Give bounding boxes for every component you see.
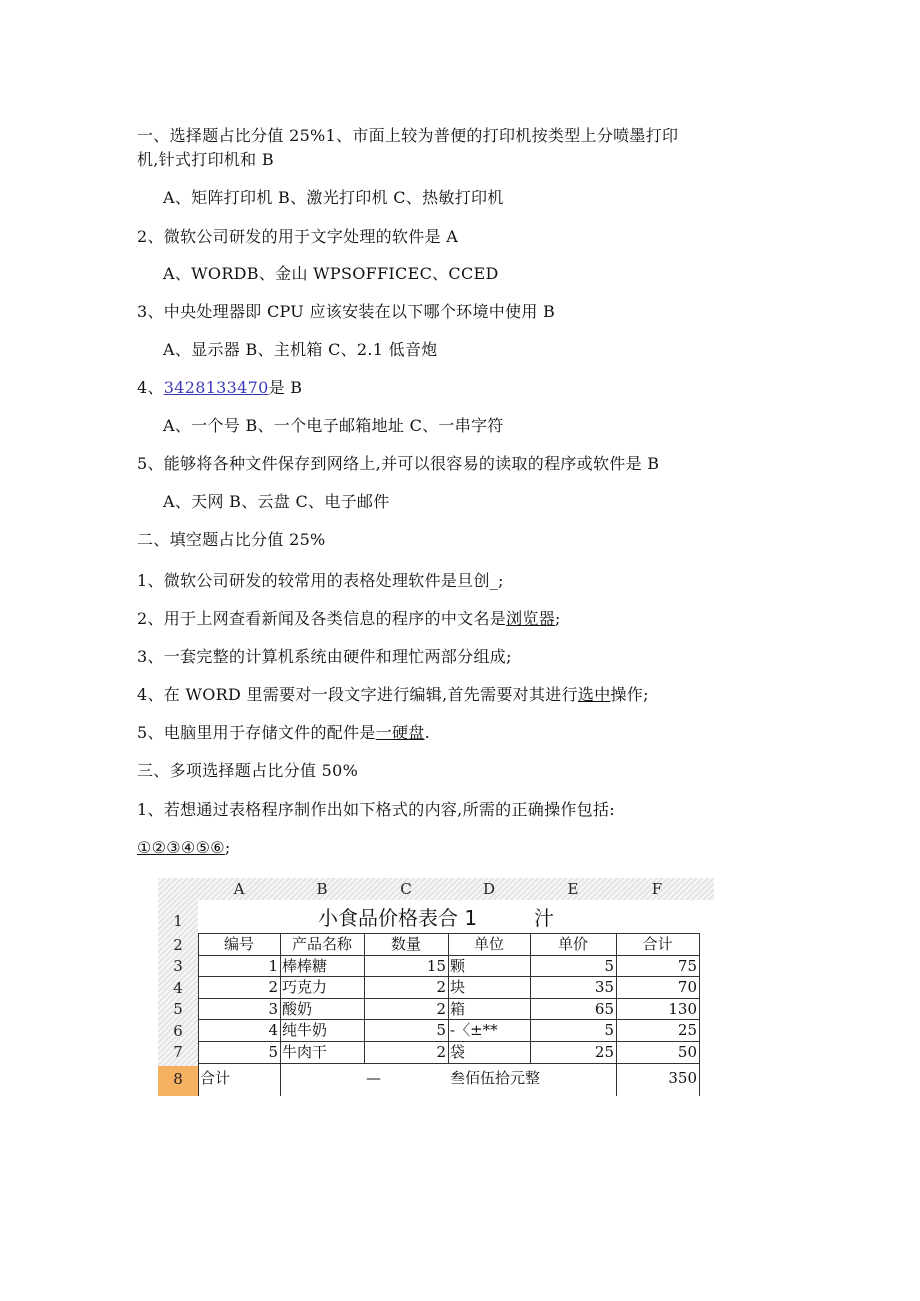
table-cell: 5 [604, 1021, 614, 1039]
fill2-suffix: ; [555, 609, 561, 628]
table-cell: 5 [268, 1043, 278, 1061]
question4-text [137, 376, 302, 400]
fill4-prefix: 4、在 WORD 里需要对一段文字进行编辑,首先需要对其进行 [137, 685, 578, 704]
table-cell: 2 [436, 978, 446, 996]
col-header-a: A [233, 880, 245, 898]
table-cell: 块 [450, 978, 466, 996]
row-header-7: 7 [173, 1043, 183, 1061]
row-header-8: 8 [173, 1070, 183, 1088]
fill4-answer: 选中 [577, 685, 611, 704]
table-cell: 2 [436, 1000, 446, 1018]
total-label: 合计 [200, 1069, 231, 1087]
row-header-6: 6 [173, 1022, 183, 1040]
section1-heading: 一、选择题占比分值 25%1、市面上较为普便的打印机按类型上分喷墨打印 [137, 126, 679, 145]
fill5-prefix: 5、电脑里用于存储文件的配件是 [137, 723, 376, 742]
col-header-e: E [567, 880, 579, 898]
total-dash: — [366, 1069, 381, 1087]
row-header-3: 3 [173, 957, 183, 975]
question4-options: A、一个号 B、一个电子邮箱地址 C、一串字符 [163, 416, 504, 435]
table-cell: 75 [677, 957, 697, 975]
table-cell: 巧克力 [282, 978, 328, 996]
total-in-words: 叁佰伍拾元整 [450, 1069, 541, 1087]
header-cell-unit: 单位 [473, 935, 504, 953]
question2-text: 2、微软公司研发的用于文字处理的软件是 A [137, 227, 459, 246]
question3-text: 3、中央处理器即 CPU 应该安装在以下哪个环境中使用 B [137, 302, 556, 321]
fill2-prefix: 2、用于上网查看新闻及各类信息的程序的中文名是 [137, 609, 507, 628]
table-cell: 25 [594, 1043, 614, 1061]
fill5-suffix: . [424, 723, 430, 742]
multi1-text: 1、若想通过表格程序制作出如下格式的内容,所需的正确操作包括: [137, 800, 615, 819]
fill3-text: 3、一套完整的计算机系统由硬件和理忙两部分组成; [137, 647, 512, 666]
sheet-title: 小食品价格表合 1 [318, 906, 478, 930]
table-cell: 5 [604, 957, 614, 975]
multi1-answer: ①②③④⑤⑥ [137, 838, 225, 857]
fill4-text [137, 683, 649, 707]
table-cell: 2 [436, 1043, 446, 1061]
question1-options: A、矩阵打印机 B、激光打印机 C、热敏打印机 [163, 188, 504, 207]
multi1-suffix: ; [224, 838, 231, 857]
table-cell: 35 [594, 978, 614, 996]
question4-suffix: 是 B [268, 378, 303, 397]
header-cell-product: 产品名称 [291, 935, 352, 953]
table-cell: 15 [426, 957, 446, 975]
row-header-5: 5 [173, 1000, 183, 1018]
question5-text: 5、能够将各种文件保存到网络上,并可以很容易的读取的程序或软件是 B [137, 454, 660, 473]
table-cell: 130 [668, 1000, 697, 1018]
header-cell-total: 合计 [642, 935, 673, 953]
question1-text: 机,针式打印机和 B [137, 150, 274, 169]
fill5-answer: 一硬盘 [375, 723, 425, 742]
table-cell: 纯牛奶 [282, 1021, 328, 1039]
table-cell: 牛肉干 [282, 1043, 328, 1061]
multi1-answer-line [137, 836, 231, 860]
question4-prefix: 4、 [137, 378, 164, 397]
fill2-answer: 浏览器 [506, 609, 555, 628]
table-cell: 50 [677, 1043, 697, 1061]
section2-heading: 二、填空题占比分值 25% [137, 530, 326, 549]
question5-options: A、天网 B、云盘 C、电子邮件 [163, 492, 390, 511]
table-cell: 2 [268, 978, 278, 996]
table-cell: 4 [268, 1021, 278, 1039]
table-cell: 25 [677, 1021, 697, 1039]
sheet-title-tail: 汁 [534, 906, 554, 930]
table-cell: 70 [677, 978, 697, 996]
col-header-c: C [400, 880, 412, 898]
row-header-2: 2 [173, 936, 183, 954]
fill1-text: 1、微软公司研发的较常用的表格处理软件是旦创_; [137, 571, 504, 590]
header-cell-id: 编号 [223, 935, 254, 953]
table-cell: 箱 [450, 1000, 466, 1018]
fill2-text [137, 607, 561, 631]
table-cell: 65 [594, 1000, 614, 1018]
section3-heading: 三、多项选择题占比分值 50% [137, 761, 359, 780]
table-cell: 1 [268, 957, 278, 975]
spreadsheet-figure [158, 878, 714, 1096]
table-cell: 5 [436, 1021, 446, 1039]
question3-options: A、显示器 B、主机箱 C、2.1 低音炮 [163, 340, 438, 359]
col-header-b: B [316, 880, 328, 898]
table-cell: -〈±** [450, 1021, 498, 1039]
qq-number-link[interactable]: 3428133470 [163, 378, 269, 397]
question2-options: A、WORDB、金山 WPSOFFICEC、CCED [163, 264, 499, 283]
table-cell: 颗 [450, 957, 466, 975]
header-cell-qty: 数量 [390, 935, 421, 953]
fill4-suffix: 操作; [610, 685, 649, 704]
col-header-f: F [651, 880, 663, 898]
fill5-text [137, 721, 430, 745]
table-cell: 3 [268, 1000, 278, 1018]
table-cell: 袋 [450, 1043, 466, 1061]
total-value: 350 [668, 1069, 697, 1087]
col-header-d: D [482, 880, 496, 898]
row-header-4: 4 [173, 979, 183, 997]
header-cell-price: 单价 [557, 935, 588, 953]
table-cell: 酸奶 [282, 1000, 313, 1018]
row-header-1: 1 [173, 912, 183, 930]
table-cell: 棒棒糖 [282, 957, 328, 975]
